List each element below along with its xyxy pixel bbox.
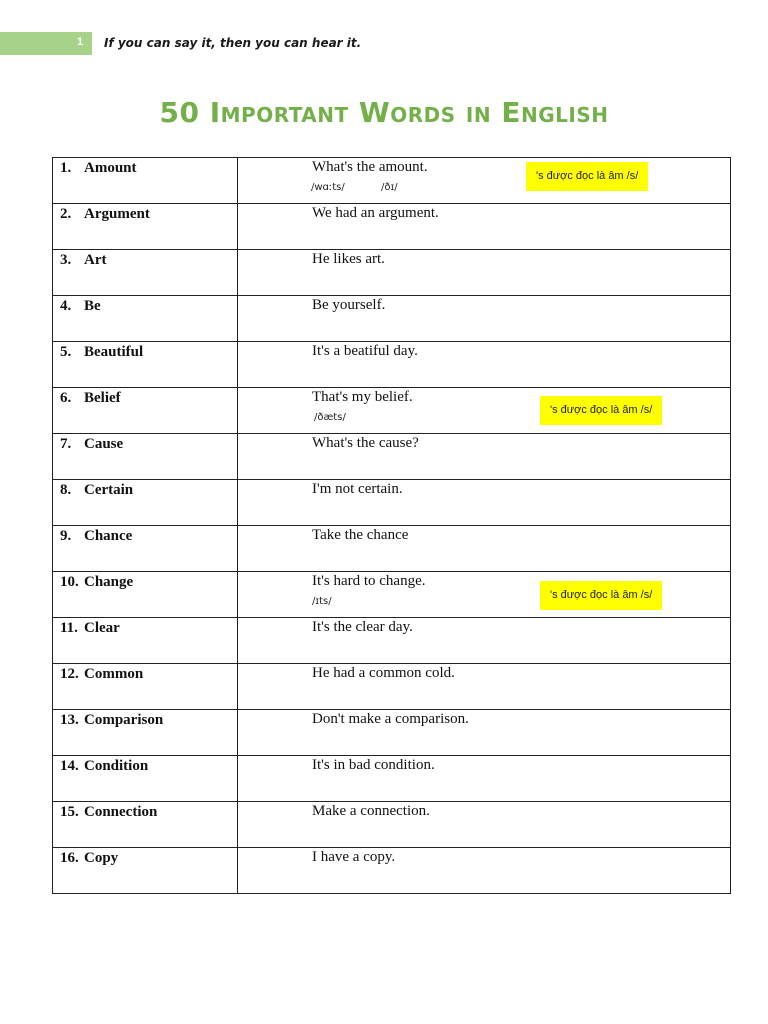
word-number: 11. [60,620,78,636]
example-sentence: I'm not certain. [312,481,403,497]
table-row [53,618,731,664]
table-row [53,756,731,802]
page-title: 50 Important Words in English [159,96,609,129]
word-number: 16. [60,850,79,866]
word-cell [53,250,238,296]
vocab-word [60,344,143,361]
word-cell [53,526,238,572]
word-number: 2. [60,206,72,222]
table-row [53,158,731,204]
word-text: Change [84,574,134,590]
word-number: 15. [60,804,79,820]
example-cell [238,434,731,480]
word-number: 9. [60,528,72,544]
example-cell [238,618,731,664]
ipa-transcription: /ɪts/ [312,596,332,607]
table-row [53,434,731,480]
ipa-transcription: /ðɪ/ [381,182,398,193]
example-cell [238,296,731,342]
word-number: 14. [60,758,79,774]
example-sentence: He had a common cold. [312,665,455,681]
pronunciation-note: 's được đọc là âm /s/ [540,396,662,425]
example-sentence: Make a connection. [312,803,430,819]
word-cell [53,342,238,388]
example-cell [238,572,731,618]
word-cell [53,434,238,480]
word-text: Copy [84,850,119,866]
example-sentence: I have a copy. [312,849,396,865]
word-cell [53,572,238,618]
page-number: 1 [77,36,84,48]
word-text: Beautiful [84,344,144,360]
example-sentence: We had an argument. [312,205,439,221]
word-number: 12. [60,666,79,682]
word-cell [53,664,238,710]
word-cell [53,388,238,434]
vocab-word [60,252,107,269]
table-row [53,204,731,250]
example-cell [238,526,731,572]
vocab-word [60,206,150,223]
example-sentence: Don't make a comparison. [312,711,469,727]
vocab-word [60,758,148,775]
word-cell [53,802,238,848]
example-sentence: That's my belief. [312,389,413,405]
word-cell [53,158,238,204]
word-number: 7. [60,436,72,452]
word-number: 1. [60,160,72,176]
example-sentence: What's the cause? [312,435,419,451]
table-row [53,802,731,848]
example-cell [238,158,731,204]
pronunciation-note: 's được đọc là âm /s/ [526,162,648,191]
word-cell [53,480,238,526]
vocab-word [60,804,157,821]
word-text: Chance [84,528,133,544]
example-sentence: It's a beatiful day. [312,343,418,359]
table-row [53,342,731,388]
vocab-word [60,528,132,545]
word-text: Belief [84,390,121,406]
table-row [53,710,731,756]
example-sentence: It's hard to change. [312,573,426,589]
pronunciation-note: 's được đọc là âm /s/ [540,581,662,610]
table-row [53,572,731,618]
table-row [53,664,731,710]
word-cell [53,756,238,802]
table-row [53,250,731,296]
vocab-word [60,160,137,177]
vocab-word [60,390,121,407]
table-row [53,388,731,434]
vocab-word [60,574,133,591]
vocab-word [60,666,143,683]
example-sentence: What's the amount. [312,159,428,175]
example-cell [238,756,731,802]
example-cell [238,204,731,250]
word-cell [53,296,238,342]
vocab-word [60,850,118,867]
word-number: 13. [60,712,79,728]
word-number: 6. [60,390,72,406]
word-text: Argument [84,206,150,222]
example-sentence: Be yourself. [312,297,386,313]
vocab-word [60,712,163,729]
example-sentence: Take the chance [312,527,409,543]
example-cell [238,848,731,894]
word-text: Clear [84,620,120,636]
example-cell [238,250,731,296]
vocab-word [60,620,120,637]
example-cell [238,802,731,848]
word-text: Art [84,252,107,268]
word-cell [53,204,238,250]
example-cell [238,342,731,388]
vocabulary-table [52,157,731,894]
tagline: If you can say it, then you can hear it. [104,36,362,50]
word-number: 8. [60,482,72,498]
word-text: Certain [84,482,134,498]
table-row [53,848,731,894]
word-text: Cause [84,436,124,452]
word-cell [53,848,238,894]
word-cell [53,710,238,756]
table-row [53,480,731,526]
word-text: Common [84,666,144,682]
example-sentence: It's in bad condition. [312,757,435,773]
word-number: 4. [60,298,72,314]
example-cell [238,388,731,434]
word-cell [53,618,238,664]
word-text: Condition [84,758,149,774]
word-number: 10. [60,574,79,590]
word-number: 5. [60,344,72,360]
table-row [53,526,731,572]
table-row [53,296,731,342]
word-text: Comparison [84,712,164,728]
vocab-word [60,298,101,315]
example-cell [238,480,731,526]
example-sentence: It's the clear day. [312,619,413,635]
ipa-transcription: /wɑːts/ [311,182,345,193]
word-text: Amount [84,160,137,176]
word-text: Connection [84,804,158,820]
ipa-transcription: /ðæts/ [314,412,346,423]
word-number: 3. [60,252,72,268]
example-cell [238,710,731,756]
vocab-word [60,436,123,453]
example-cell [238,664,731,710]
word-text: Be [84,298,101,314]
vocab-word [60,482,133,499]
example-sentence: He likes art. [312,251,385,267]
